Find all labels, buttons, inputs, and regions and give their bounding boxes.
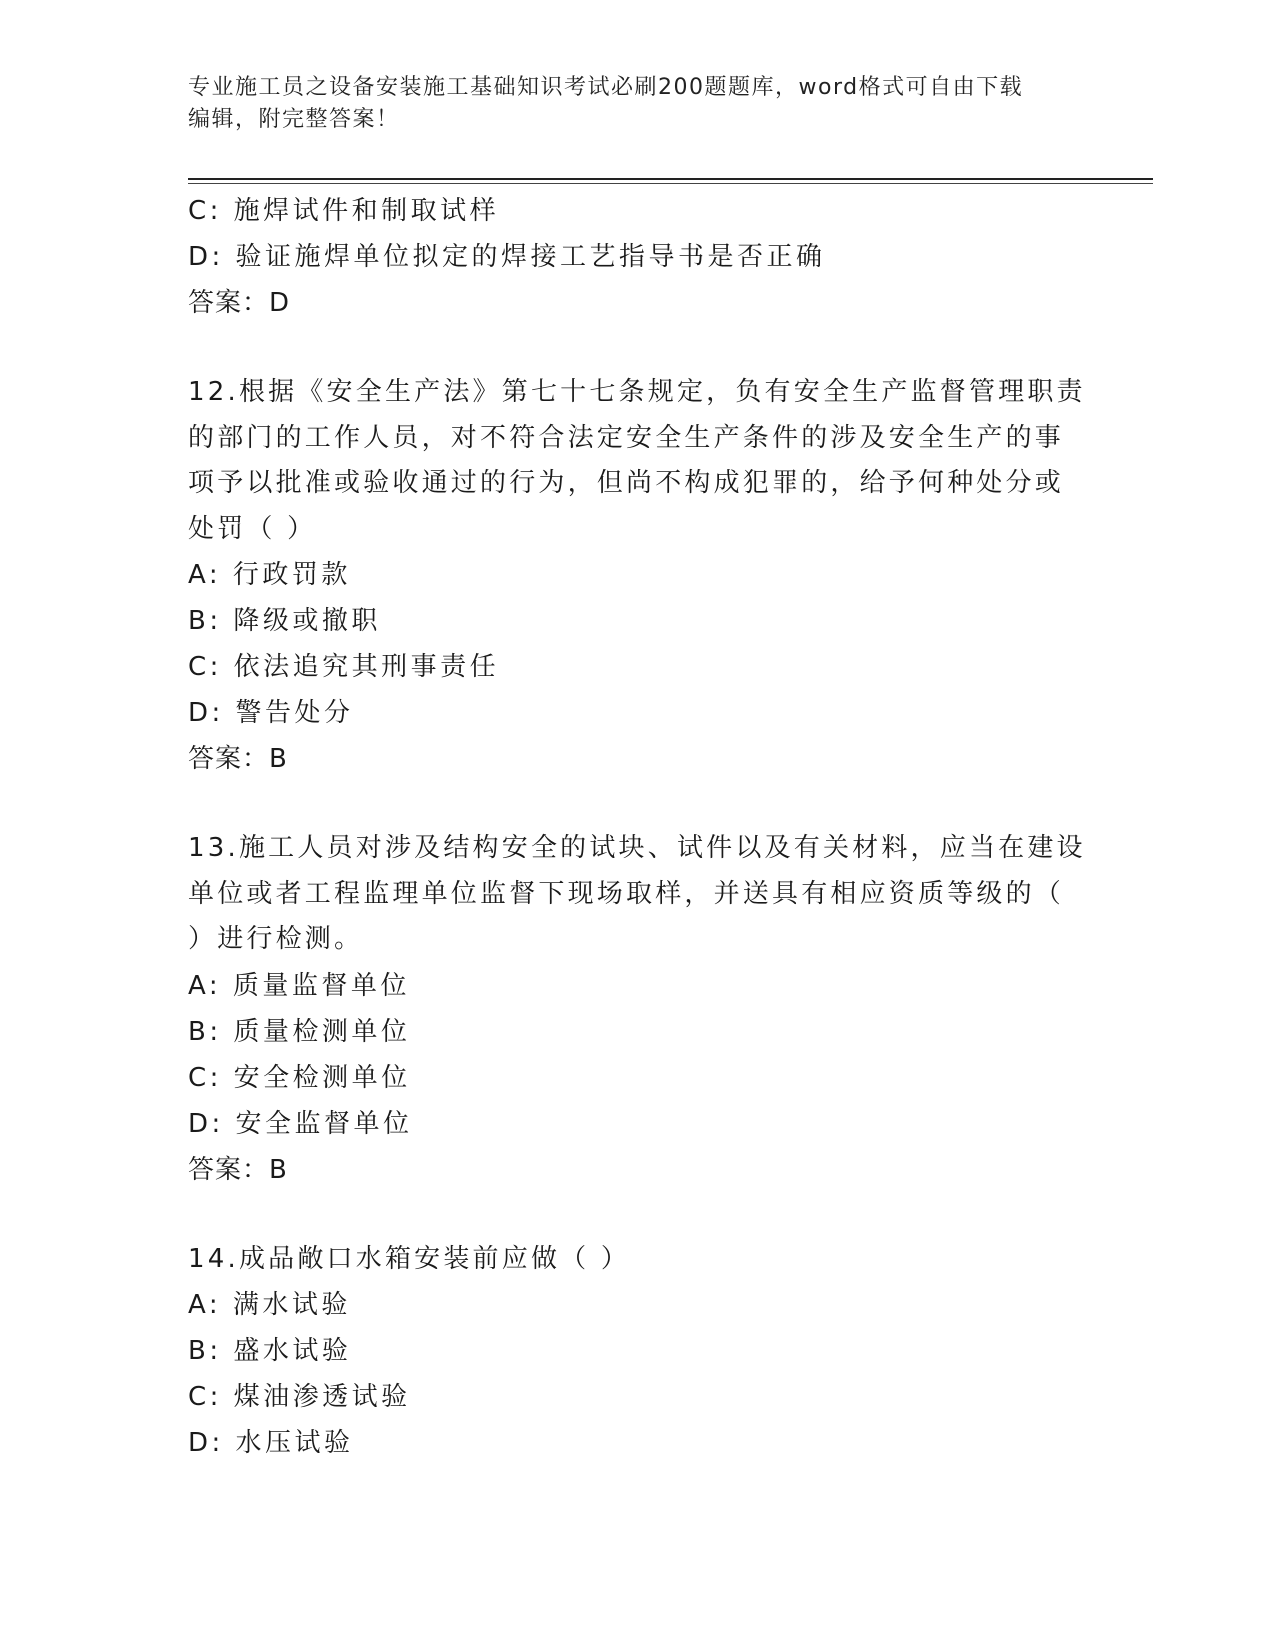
answer: 答案：D	[188, 288, 291, 318]
spacer	[188, 326, 1088, 370]
document-header	[188, 72, 1068, 136]
header-rule-thin	[188, 183, 1153, 184]
document-body	[188, 188, 1088, 1466]
stem-line: 14.成品敞口水箱安装前应做（ ）	[188, 1243, 631, 1274]
answer: 答案：B	[188, 1154, 288, 1185]
stem-line: 12.根据《安全生产法》第七十七条规定，负有安全生产监督管理职责	[188, 377, 1086, 407]
option-c: C: 施焊试件和制取试样	[188, 196, 500, 226]
question-stem	[188, 826, 1088, 963]
option-c: C: 依法追究其刑事责任	[188, 652, 500, 682]
option-d: D: 水压试验	[188, 1428, 354, 1458]
option-d: D: 验证施焊单位拟定的焊接工艺指导书是否正确	[188, 242, 826, 272]
option-b: B: 质量检测单位	[188, 1016, 411, 1047]
question-14	[188, 1237, 1088, 1467]
stem-line: 13.施工人员对涉及结构安全的试块、试件以及有关材料，应当在建设	[188, 833, 1086, 863]
spacer	[188, 782, 1088, 826]
question-12	[188, 370, 1088, 782]
option-d: D: 安全监督单位	[188, 1108, 413, 1139]
question-11-continued	[188, 188, 1088, 326]
option-a: A: 满水试验	[188, 1290, 351, 1320]
option-b: B: 盛水试验	[188, 1336, 352, 1366]
question-stem	[188, 370, 1088, 552]
header-title-line-2: 编辑，附完整答案！	[188, 107, 400, 132]
option-c: C: 煤油渗透试验	[188, 1382, 411, 1412]
answer: 答案：B	[188, 744, 288, 774]
option-a: A: 质量监督单位	[188, 970, 410, 1001]
stem-line: 项予以批准或验收通过的行为，但尚不构成犯罪的，给予何种处分或	[188, 468, 1065, 498]
header-title-line-1: 专业施工员之设备安装施工基础知识考试必刷200题题库，word格式可自由下载	[188, 75, 1024, 100]
stem-line: 处罚（ ）	[188, 513, 317, 544]
option-a: A: 行政罚款	[188, 560, 351, 590]
stem-line: 的部门的工作人员，对不符合法定安全生产条件的涉及安全生产的事	[188, 422, 1065, 453]
option-b: B: 降级或撤职	[188, 606, 381, 636]
question-stem	[188, 1237, 1088, 1283]
question-13	[188, 826, 1088, 1193]
spacer	[188, 1193, 1088, 1237]
option-d: D: 警告处分	[188, 698, 354, 728]
stem-line: ）进行检测。	[188, 924, 364, 954]
option-c: C: 安全检测单位	[188, 1062, 411, 1093]
stem-line: 单位或者工程监理单位监督下现场取样，并送具有相应资质等级的（	[188, 878, 1065, 909]
header-rule-thick	[188, 178, 1153, 180]
